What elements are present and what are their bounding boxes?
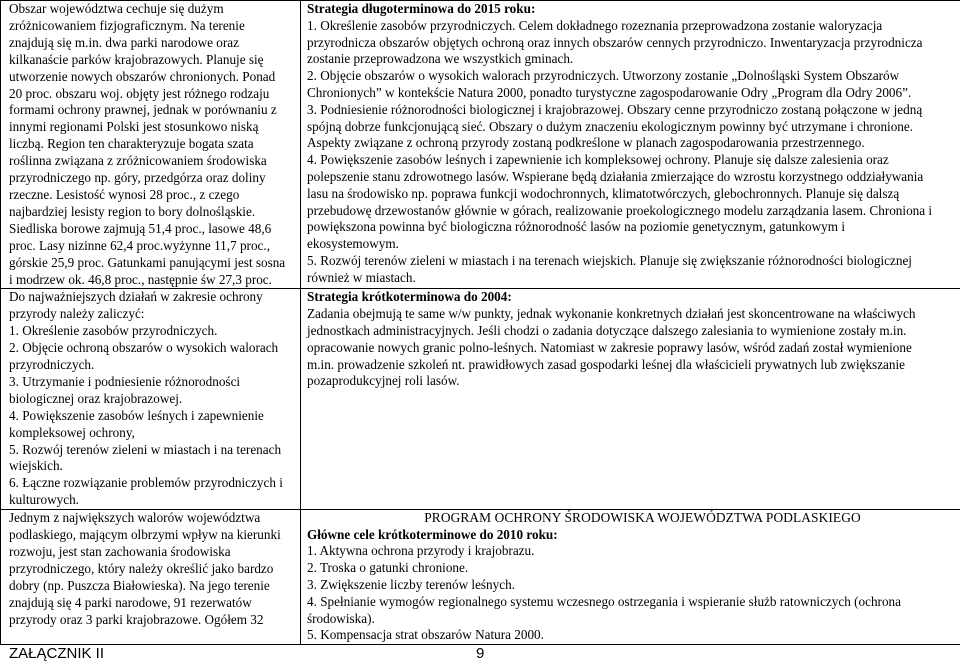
text-line: 2. Troska o gatunki chronione. (307, 560, 469, 576)
priorities-text (9, 289, 298, 509)
page-number: 9 (476, 645, 485, 662)
text-line: Obszar województwa cechuje się dużym (9, 1, 224, 16)
text-line: polepszenie stanu zdrowotnego lasów. Wspierane będą działania zmierzające do wzrostu korzystnego oddziaływania (307, 168, 924, 184)
table-row (1, 1, 960, 289)
text-line: Do najważniejszych działań w zakresie ochrony (9, 289, 263, 305)
values-intro-text (9, 510, 298, 628)
values-intro-cell (1, 510, 301, 645)
long-term-heading: Strategia długoterminowa do 2015 roku: (307, 1, 536, 16)
text-line: wiejskich. (9, 458, 63, 474)
text-line: przyrody należy zaliczyć: (9, 306, 145, 322)
text-line: Chronionych” w kontekście Natura 2000, ponadto turystyczne zagospodarowanie Odry „Program dla Odry 2006”. (307, 84, 912, 100)
long-term-text (307, 18, 960, 287)
text-line: podlaskiego, mającym olbrzymi wpływ na kierunki (9, 527, 281, 543)
text-line: 1. Aktywna ochrona przyrody i krajobrazu. (307, 543, 535, 559)
region-intro-cell (1, 1, 301, 289)
text-line: 2. Objęcie obszarów o wysokich walorach przyrodniczych. Utworzony zostanie „Dolnośląski System Obszarów (307, 68, 900, 84)
text-line: 3. Utrzymanie i podniesienie różnorodności (9, 373, 241, 389)
text-line: zostanie przeprowadzona we wszystkich gminach. (307, 51, 574, 67)
text-line: 4. Powiększenie zasobów leśnych i zapewnienie (9, 407, 264, 423)
text-line: spójną dobrze funkcjonującą sieć. Obszary o dużym znaczeniu ekologicznym powinny być utrzymane i chronione. (307, 118, 914, 134)
table-row (1, 510, 960, 645)
text-line: przyrodnicza obszarów objętych ochroną oraz innych obszarów cennych przyrodniczo. Inwentaryzacja przyrodnicza (307, 34, 923, 50)
text-line: przebudowę drzewostanów głównie w górach, realizowanie proekologicznego modelu zarządzania lasem. Chroniona i (307, 202, 933, 218)
text-line: zróżnicowaniem fizjograficznym. Na terenie (9, 17, 245, 33)
text-line: 4. Powiększenie zasobów leśnych i zapewnienie ich kompleksowej ochrony. Planuje się dalsze zalesienia oraz (307, 152, 889, 168)
text-line: formami ochrony prawnej, jednak w porównaniu z (9, 102, 277, 118)
text-line: znajdują się 4 parki narodowe, 91 rezerwatów (9, 594, 252, 610)
program-cell (301, 510, 960, 645)
text-line: m.in. prowadzenie szkoleń nt. prawidłowych zasad gospodarki leśnej dla właścicieli prywatnych lub zwiększanie (307, 356, 906, 372)
text-line: rozwoju, jest stan zachowania środowiska (9, 544, 231, 559)
text-line: 4. Spełnianie wymogów regionalnego systemu wczesnego ostrzegania i wspieranie służb ratowniczych (ochrona (307, 593, 901, 609)
annex-label: ZAŁĄCZNIK II (9, 645, 105, 662)
text-line: 20 proc. obszaru woj. objęty jest różnego rodzaju (9, 85, 270, 101)
priorities-cell (1, 289, 301, 510)
text-line: przyrodniczego, który należy określić jako bardzo (9, 560, 274, 576)
text-line: Siedliska borowe zajmują 51,4 proc., lasowe 48,6 (9, 220, 272, 236)
text-line: Jednym z największych walorów województwa (9, 510, 261, 526)
text-line: najbardziej lesisty region to bory dolnośląskie. (9, 203, 256, 219)
short-term-heading: Strategia krótkoterminowa do 2004: (307, 289, 512, 305)
short-term-text (307, 306, 960, 390)
text-line: opracowanie nowych granic polno-leśnych. Natomiast w zakresie poprawy lasów, wśród zadań został wymienione (307, 339, 912, 355)
text-line: proc. Lasy nizinne 62,4 proc.wyżynne 11,7 proc., (9, 237, 270, 253)
text-line: przyrodniczego np. góry, przedgórza oraz doliny (9, 170, 266, 186)
table-row (1, 289, 960, 510)
text-line: 1. Określenie zasobów przyrodniczych. (9, 323, 218, 339)
text-line: Aspekty związane z ochroną przyrody zostaną podkreślone w planach zagospodarowania przestrzennego. (307, 135, 865, 151)
text-line: ekosystemowym. (307, 236, 399, 252)
text-line: lasu na środowisko np. poprawa funkcji wodochronnych, klimatotwórczych, glebochronnych. Planuje się dalszą (307, 185, 900, 201)
text-line: kilkanaście parków krajobrazowych. Planuje się (9, 51, 264, 67)
text-line: i modrzew ok. 46,8 proc., następnie św 27,3 proc. (9, 271, 272, 287)
text-line: przyrody oraz 3 parki krajobrazowe. Ogółem 32 (9, 611, 264, 627)
text-line: 1. Określenie zasobów przyrodniczych. Celem dokładnego rozeznania przeprowadzona zostanie waloryzacja (307, 17, 883, 33)
text-line: 3. Podniesienie różnorodności biologicznej i krajobrazowej. Obszary cenne przyrodniczo zostaną połączone w jedną (307, 101, 923, 117)
text-line: powiększona powinna być biologiczna różnorodność lasów na poziomie genetycznym, gatunkowym i (307, 219, 845, 235)
text-line: 5. Rozwój terenów zieleni w miastach i na terenach (9, 441, 282, 457)
text-line: biologicznej oraz krajobrazowej. (9, 390, 183, 406)
text-line: 3. Zwiększenie liczby terenów leśnych. (307, 577, 515, 593)
text-line: jednostkach administracyjnych. Jeśli chodzi o zadania dotyczące dalszego zalesiania to wymienione zostały m.in. (307, 323, 907, 338)
text-line: pozaprodukcyjnej roli lasów. (307, 373, 460, 389)
text-line: 6. Łączne rozwiązanie problemów przyrodniczych i (9, 475, 283, 491)
text-line: Zadania obejmują te same w/w punkty, jednak wykonanie konkretnych działań jest skoncentrowane na właściwych (307, 306, 916, 322)
text-line: 5. Kompensacja strat obszarów Natura 2000. (307, 627, 544, 643)
text-line: 2. Objęcie ochroną obszarów o wysokich walorach (9, 340, 279, 356)
text-line: roślinna związana z zróżnicowaniem środowiska (9, 153, 267, 169)
text-line: kompleksowej ochrony, (9, 424, 135, 440)
program-title: PROGRAM OCHRONY ŚRODOWISKA WOJEWÓDZTWA PODLASKIEGO (424, 510, 861, 526)
text-line: znajdują się m.in. dwa parki narodowe oraz (9, 34, 239, 50)
text-line: rzeczne. Lesistość wynosi 28 proc., z czego (9, 186, 240, 202)
text-line: górskie 25,9 proc. Gatunkami panującymi jest sosna (9, 254, 286, 270)
text-line: środowiska). (307, 610, 375, 626)
long-term-strategy-cell (301, 1, 960, 289)
text-line: przyrodniczych. (9, 357, 95, 373)
text-line: innymi regionami Polski jest stosunkowo niską (9, 119, 259, 135)
program-goals-text (307, 543, 960, 644)
text-line: utworzenie nowych obszarów chronionych. Ponad (9, 68, 276, 84)
text-line: kulturowych. (9, 492, 79, 508)
text-line: dobry (np. Puszcza Białowieska). Na jego terenie (9, 577, 270, 593)
region-intro-text (9, 1, 298, 288)
short-term-strategy-cell (301, 289, 960, 510)
text-line: liczbą. Region ten charakteryzuje bogata szata (9, 136, 254, 152)
program-heading: Główne cele krótkoterminowe do 2010 roku: (307, 526, 558, 542)
text-line: również w miastach. (307, 269, 416, 285)
text-line: 5. Rozwój terenów zieleni w miastach i na terenach wiejskich. Planuje się zwiększanie różnorodności biologicznej (307, 252, 912, 268)
